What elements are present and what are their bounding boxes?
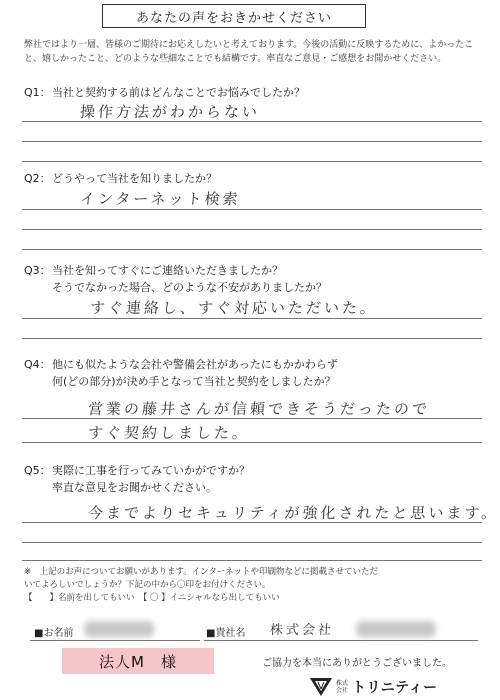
answer-line [22,560,482,561]
answer-4-line-1: 営業の藤井さんが信頼できそうだったので [87,400,431,418]
answer-line [22,418,482,419]
answer-3: すぐ連絡し、すぐ対応いただいた。 [89,299,379,317]
question-number: Q4： [24,358,51,371]
answer-line [22,209,482,210]
company-label: ■貴社名 [206,628,246,639]
question-4 [24,356,338,390]
company-value: 株式会社 [269,623,335,638]
question-number: Q5： [24,464,51,477]
answer-4-line-2: すぐ契約しました。 [87,424,251,442]
question-text: 当社を知ってすぐにご連絡いただきましたか？ [52,264,283,277]
answer-line [22,249,482,250]
answer-2: インターネット検索 [79,190,242,208]
question-5 [24,462,250,496]
answer-line [22,318,482,319]
answer-line [22,442,482,443]
answer-line [22,338,482,339]
answer-line [22,121,482,122]
survey-title: あなたの声をおきかせください [102,4,366,28]
answer-1: 操作方法がわからない [79,103,261,121]
question-text: どうやって当社を知りましたか？ [52,172,217,185]
answer-line [22,542,482,543]
answer-line [22,161,482,162]
customer-badge: 法人M 様 [62,648,214,674]
question-text: 当社と契約する前はどんなことでお悩みでしたか？ [52,86,305,99]
answer-5: 今までよりセキュリティが強化されたと思います。 [87,504,500,522]
question-number: Q1： [24,86,51,99]
answer-line [22,229,482,230]
name-underline [30,640,200,641]
question-1 [24,84,305,101]
redacted-company [356,621,436,637]
question-3 [24,262,327,296]
name-label: ■お名前 [34,628,74,639]
question-text: 率直な意見をお聞かせください。 [52,481,217,494]
notice-line: いてよろしいでしょうか？下記の中から〇印をお付けください。 [24,580,271,590]
question-text: そうでなかった場合、どのような不安がありましたか？ [52,281,327,294]
redacted-name [84,621,154,637]
question-number: Q3： [24,264,51,277]
notice-line: ※ 上記のお声についてお願いがあります。インターネットや印刷物などに掲載させていただ [24,567,379,577]
question-2 [24,170,217,187]
company-logo [310,677,438,697]
logo-company-name: トリニティー [352,680,438,696]
question-text: 実際に工事を行ってみていかがですか？ [52,464,250,477]
logo-company-type: 株式会社 [335,680,348,694]
question-text: 他にも似たような会社や警備会社があったにもかかわらず [52,358,338,371]
answer-line [22,522,482,523]
question-number: Q2： [24,172,51,185]
question-text: 何(どの部分)が決め手となって当社と契約をしましたか？ [52,375,336,388]
company-underline [204,640,478,641]
notice-consent-options: 【 】名前を出してもいい 【 〇 】イニシャルなら出してもいい [24,593,280,603]
answer-line [22,141,482,142]
publication-notice [24,566,484,605]
thanks-text: ご協力を本当にありがとうございました。 [262,658,452,669]
trinity-logo-icon [310,678,332,696]
intro-text: 弊社ではより一層、皆様のご期待にお応えしたいと考えております。今後の活動に反映するために、よかったこと、嬉しかったこと、どのような些細なことでも結構です。率直なご意見・ご感想をお聞かせください。 [24,40,474,64]
